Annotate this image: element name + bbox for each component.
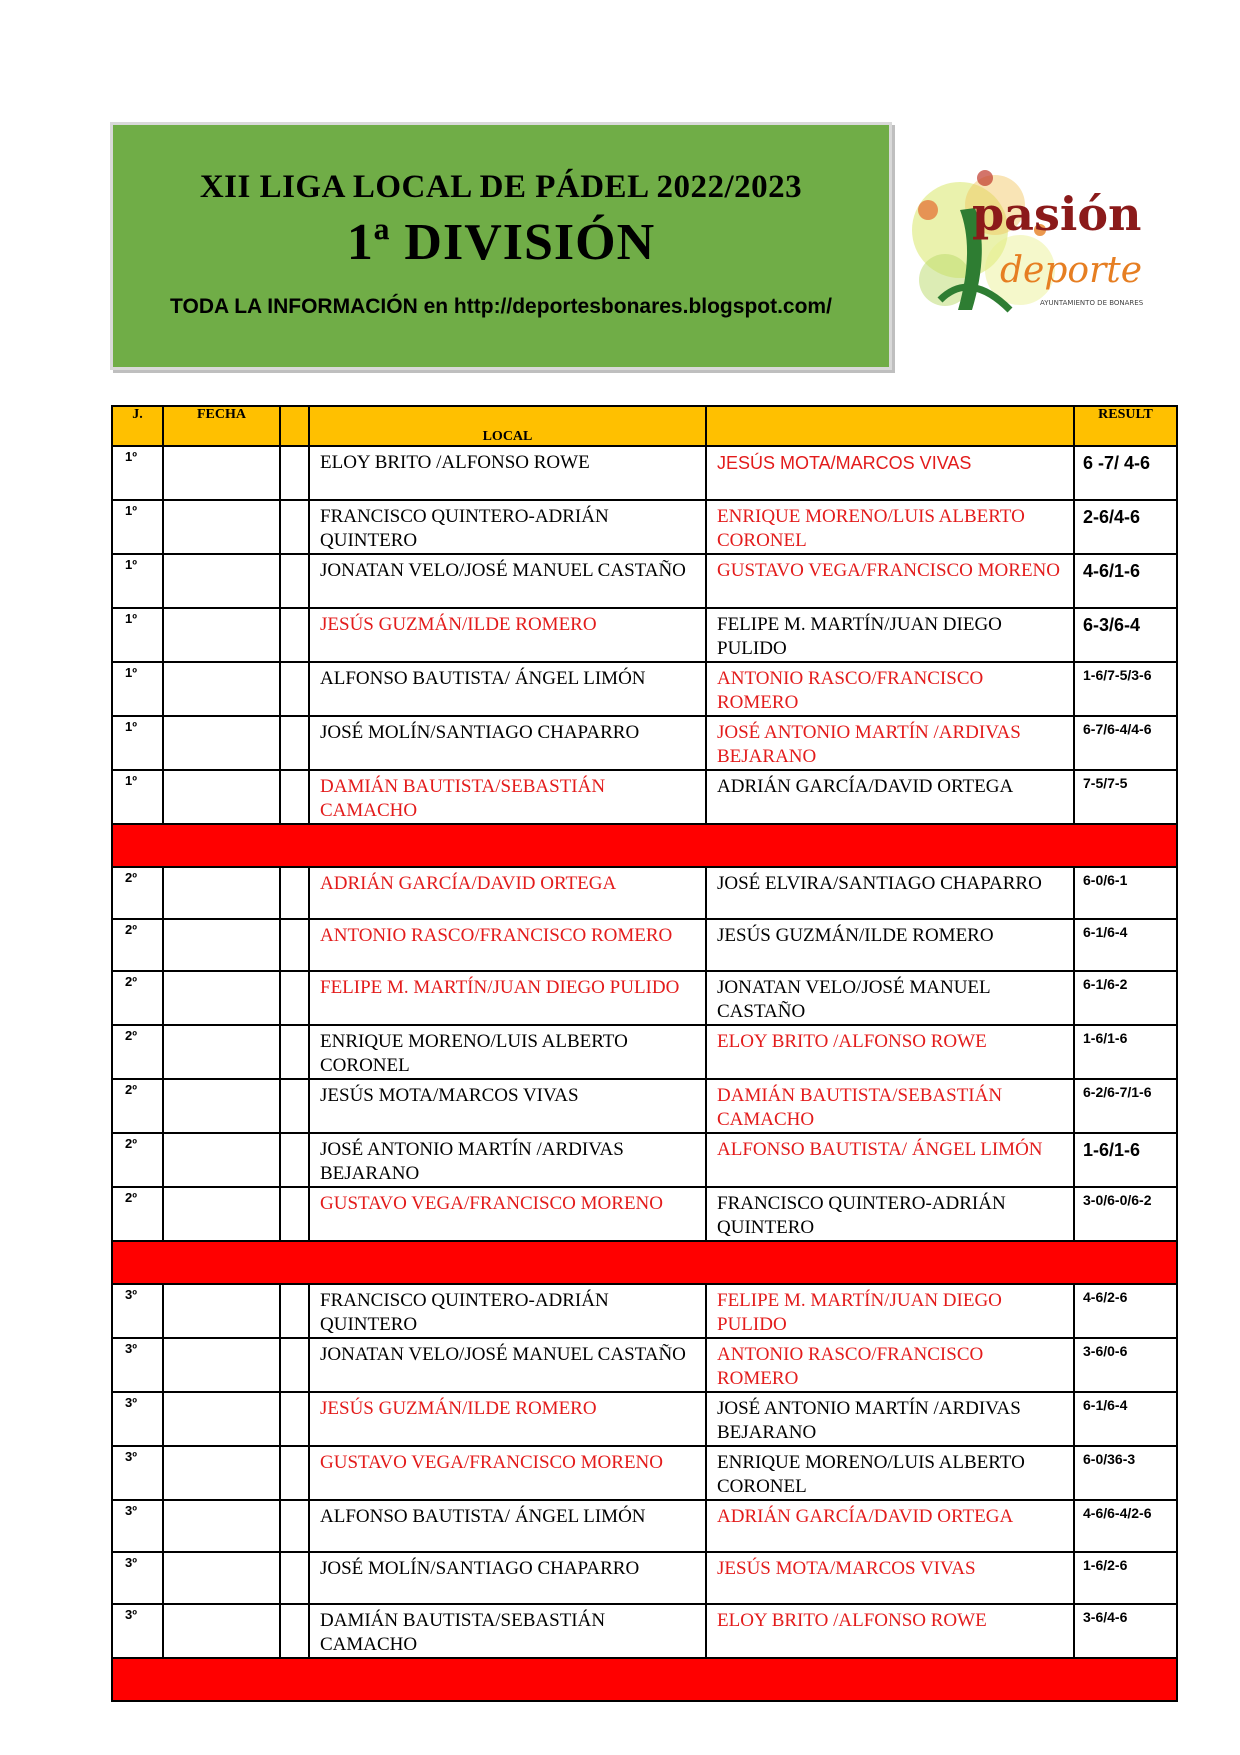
match-row [112,971,1177,1025]
date-cell [163,608,280,662]
visitor-team-cell: ADRIÁN GARCÍA/DAVID ORTEGA [706,1500,1074,1552]
result-cell: 3-6/0-6 [1074,1338,1177,1392]
match-row [112,1604,1177,1658]
round-cell: 3º [112,1338,163,1392]
result-cell: 6-2/6-7/1-6 [1074,1079,1177,1133]
date-cell [163,867,280,919]
local-team-cell: FELIPE M. MARTÍN/JUAN DIEGO PULIDO [309,971,706,1025]
blank-cell [280,1187,309,1241]
date-cell [163,446,280,500]
local-team-cell: JOSÉ MOLÍN/SANTIAGO CHAPARRO [309,1552,706,1604]
visitor-team-cell: JONATAN VELO/JOSÉ MANUEL CASTAÑO [706,971,1074,1025]
round-cell: 1º [112,500,163,554]
blank-cell [280,867,309,919]
table-header-row [112,406,1177,446]
match-row [112,1187,1177,1241]
result-cell: 6-3/6-4 [1074,608,1177,662]
blank-cell [280,1079,309,1133]
date-cell [163,1392,280,1446]
match-row [112,919,1177,971]
blank-cell [280,1446,309,1500]
date-cell [163,554,280,608]
local-team-cell: ELOY BRITO /ALFONSO ROWE [309,446,706,500]
match-row [112,867,1177,919]
date-cell [163,662,280,716]
visitor-team-cell: JESÚS MOTA/MARCOS VIVAS [706,1552,1074,1604]
division-title: 1ª DIVISIÓN [346,214,656,271]
match-row [112,1284,1177,1338]
round-cell: 1º [112,554,163,608]
blank-cell [280,971,309,1025]
round-cell: 3º [112,1284,163,1338]
date-cell [163,971,280,1025]
result-cell: 2-6/4-6 [1074,500,1177,554]
header-local: LOCAL [309,406,706,446]
blank-cell [280,770,309,824]
blank-cell [280,1604,309,1658]
match-row [112,1446,1177,1500]
date-cell [163,1446,280,1500]
result-cell: 4-6/6-4/2-6 [1074,1500,1177,1552]
round-cell: 1º [112,770,163,824]
date-cell [163,500,280,554]
round-separator-row [112,1241,1177,1284]
pasion-deporte-logo [900,150,1150,350]
match-row [112,1338,1177,1392]
round-cell: 2º [112,867,163,919]
visitor-team-cell: JOSÉ ELVIRA/SANTIAGO CHAPARRO [706,867,1074,919]
local-team-cell: GUSTAVO VEGA/FRANCISCO MORENO [309,1446,706,1500]
round-cell: 1º [112,662,163,716]
blank-cell [280,919,309,971]
date-cell [163,1284,280,1338]
logo-text-pasion: pasión [972,187,1142,241]
blank-cell [280,500,309,554]
blank-cell [280,1284,309,1338]
round-cell: 1º [112,716,163,770]
header-visitante [706,406,1074,446]
visitor-team-cell: ANTONIO RASCO/FRANCISCO ROMERO [706,662,1074,716]
local-team-cell: ALFONSO BAUTISTA/ ÁNGEL LIMÓN [309,662,706,716]
round-separator-row [112,1658,1177,1701]
local-team-cell: FRANCISCO QUINTERO-ADRIÁN QUINTERO [309,1284,706,1338]
result-cell: 3-6/4-6 [1074,1604,1177,1658]
league-title: XII LIGA LOCAL DE PÁDEL 2022/2023 [199,169,803,205]
round-separator [112,1658,1177,1701]
visitor-team-cell: ELOY BRITO /ALFONSO ROWE [706,1604,1074,1658]
local-team-cell: JOSÉ ANTONIO MARTÍN /ARDIVAS BEJARANO [309,1133,706,1187]
round-separator-row [112,824,1177,867]
visitor-team-cell: GUSTAVO VEGA/FRANCISCO MORENO [706,554,1074,608]
blank-cell [280,1500,309,1552]
visitor-team-cell: ELOY BRITO /ALFONSO ROWE [706,1025,1074,1079]
visitor-team-cell: ANTONIO RASCO/FRANCISCO ROMERO [706,1338,1074,1392]
result-cell: 1-6/7-5/3-6 [1074,662,1177,716]
visitor-team-cell: FRANCISCO QUINTERO-ADRIÁN QUINTERO [706,1187,1074,1241]
visitor-team-cell: JOSÉ ANTONIO MARTÍN /ARDIVAS BEJARANO [706,716,1074,770]
local-team-cell: JONATAN VELO/JOSÉ MANUEL CASTAÑO [309,1338,706,1392]
visitor-team-cell: ADRIÁN GARCÍA/DAVID ORTEGA [706,770,1074,824]
local-team-cell: FRANCISCO QUINTERO-ADRIÁN QUINTERO [309,500,706,554]
local-team-cell: JONATAN VELO/JOSÉ MANUEL CASTAÑO [309,554,706,608]
match-row [112,662,1177,716]
date-cell [163,1187,280,1241]
visitor-team-cell: JESÚS GUZMÁN/ILDE ROMERO [706,919,1074,971]
round-cell: 3º [112,1604,163,1658]
date-cell [163,1079,280,1133]
round-cell: 3º [112,1446,163,1500]
result-cell: 6-1/6-4 [1074,919,1177,971]
logo-text-ayuntamiento: AYUNTAMIENTO DE BONARES [1040,299,1144,307]
blank-cell [280,1392,309,1446]
result-cell: 6-1/6-4 [1074,1392,1177,1446]
match-schedule-table [111,405,1178,1702]
visitor-team-cell: DAMIÁN BAUTISTA/SEBASTIÁN CAMACHO [706,1079,1074,1133]
match-row [112,1025,1177,1079]
match-row [112,770,1177,824]
match-row [112,1392,1177,1446]
result-cell: 1-6/1-6 [1074,1025,1177,1079]
result-cell: 6-7/6-4/4-6 [1074,716,1177,770]
blank-cell [280,1552,309,1604]
match-row [112,554,1177,608]
visitor-team-cell: FELIPE M. MARTÍN/JUAN DIEGO PULIDO [706,1284,1074,1338]
date-cell [163,716,280,770]
local-team-cell: JESÚS GUZMÁN/ILDE ROMERO [309,1392,706,1446]
visitor-team-cell: FELIPE M. MARTÍN/JUAN DIEGO PULIDO [706,608,1074,662]
header-blank [280,406,309,446]
local-team-cell: DAMIÁN BAUTISTA/SEBASTIÁN CAMACHO [309,770,706,824]
header-result: RESULT [1074,406,1177,446]
title-banner [110,122,892,370]
match-row [112,1552,1177,1604]
round-separator [112,824,1177,867]
date-cell [163,770,280,824]
blank-cell [280,446,309,500]
match-row [112,446,1177,500]
match-row [112,608,1177,662]
date-cell [163,1338,280,1392]
logo-text-deporte: deporte [1000,250,1143,291]
round-cell: 1º [112,446,163,500]
result-cell: 6 -7/ 4-6 [1074,446,1177,500]
blank-cell [280,1025,309,1079]
result-cell: 7-5/7-5 [1074,770,1177,824]
local-team-cell: ANTONIO RASCO/FRANCISCO ROMERO [309,919,706,971]
match-row [112,1079,1177,1133]
blank-cell [280,716,309,770]
round-cell: 1º [112,608,163,662]
match-row [112,1133,1177,1187]
local-team-cell: ADRIÁN GARCÍA/DAVID ORTEGA [309,867,706,919]
local-team-cell: JOSÉ MOLÍN/SANTIAGO CHAPARRO [309,716,706,770]
result-cell: 1-6/2-6 [1074,1552,1177,1604]
result-cell: 1-6/1-6 [1074,1133,1177,1187]
round-cell: 2º [112,1025,163,1079]
result-cell: 6-0/36-3 [1074,1446,1177,1500]
round-cell: 2º [112,1187,163,1241]
visitor-team-cell: JESÚS MOTA/MARCOS VIVAS [706,446,1074,500]
header-fecha: FECHA [163,406,280,446]
result-cell: 4-6/1-6 [1074,554,1177,608]
round-separator [112,1241,1177,1284]
visitor-team-cell: ENRIQUE MORENO/LUIS ALBERTO CORONEL [706,500,1074,554]
blank-cell [280,662,309,716]
date-cell [163,919,280,971]
blank-cell [280,608,309,662]
blank-cell [280,1133,309,1187]
date-cell [163,1500,280,1552]
blank-cell [280,554,309,608]
result-cell: 6-0/6-1 [1074,867,1177,919]
round-cell: 3º [112,1500,163,1552]
visitor-team-cell: JOSÉ ANTONIO MARTÍN /ARDIVAS BEJARANO [706,1392,1074,1446]
result-cell: 4-6/2-6 [1074,1284,1177,1338]
round-cell: 2º [112,919,163,971]
info-link-text: TODA LA INFORMACIÓN en http://deportesbonares.blogspot.com/ [170,295,832,318]
round-cell: 3º [112,1552,163,1604]
local-team-cell: JESÚS MOTA/MARCOS VIVAS [309,1079,706,1133]
result-cell: 6-1/6-2 [1074,971,1177,1025]
local-team-cell: ENRIQUE MORENO/LUIS ALBERTO CORONEL [309,1025,706,1079]
date-cell [163,1552,280,1604]
date-cell [163,1133,280,1187]
visitor-team-cell: ENRIQUE MORENO/LUIS ALBERTO CORONEL [706,1446,1074,1500]
visitor-team-cell: ALFONSO BAUTISTA/ ÁNGEL LIMÓN [706,1133,1074,1187]
round-cell: 3º [112,1392,163,1446]
local-team-cell: JESÚS GUZMÁN/ILDE ROMERO [309,608,706,662]
local-team-cell: DAMIÁN BAUTISTA/SEBASTIÁN CAMACHO [309,1604,706,1658]
local-team-cell: GUSTAVO VEGA/FRANCISCO MORENO [309,1187,706,1241]
blank-cell [280,1338,309,1392]
header-j: J. [112,406,163,446]
date-cell [163,1604,280,1658]
local-team-cell: ALFONSO BAUTISTA/ ÁNGEL LIMÓN [309,1500,706,1552]
round-cell: 2º [112,971,163,1025]
date-cell [163,1025,280,1079]
match-row [112,716,1177,770]
result-cell: 3-0/6-0/6-2 [1074,1187,1177,1241]
match-row [112,500,1177,554]
round-cell: 2º [112,1079,163,1133]
round-cell: 2º [112,1133,163,1187]
match-row [112,1500,1177,1552]
